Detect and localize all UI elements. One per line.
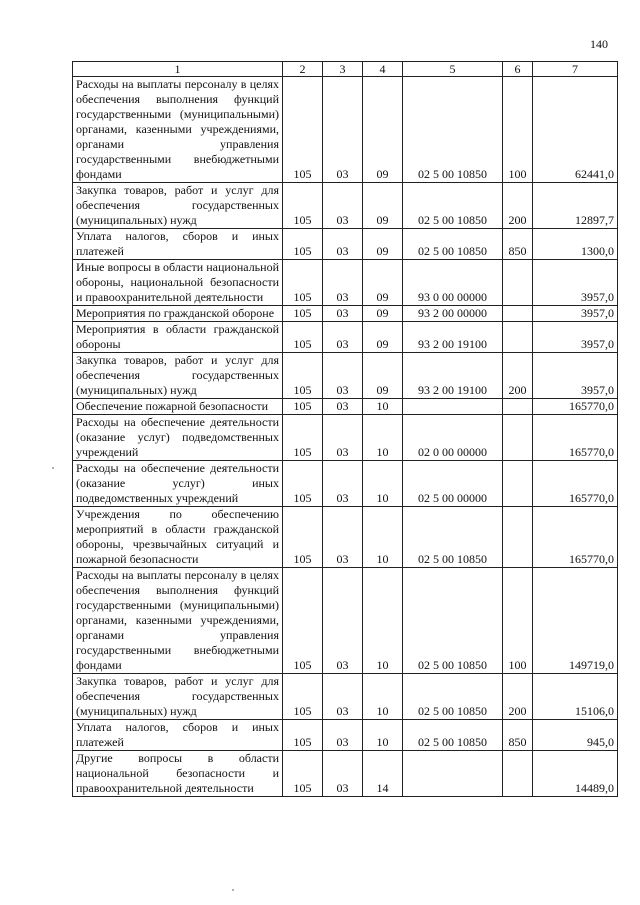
header-cell: 3	[323, 62, 363, 77]
target-article-cell: 93 2 00 00000	[403, 306, 503, 322]
expense-type-cell	[503, 322, 533, 353]
table-row	[73, 306, 618, 322]
header-cell: 4	[363, 62, 403, 77]
expense-type-cell: 200	[503, 674, 533, 720]
table-row	[73, 507, 618, 568]
row-name-cell: Закупка товаров, работ и услуг для обеспечения государственных (муниципальных) нужд	[73, 674, 283, 720]
amount-cell: 3957,0	[533, 353, 618, 399]
pr-cell: 03	[323, 322, 363, 353]
rz-cell: 105	[283, 461, 323, 507]
amount-cell: 3957,0	[533, 322, 618, 353]
sub-cell: 10	[363, 507, 403, 568]
amount-cell: 165770,0	[533, 415, 618, 461]
expense-type-cell: 850	[503, 229, 533, 260]
amount-cell: 165770,0	[533, 399, 618, 415]
rz-cell: 105	[283, 751, 323, 797]
sub-cell: 09	[363, 353, 403, 399]
sub-cell: 10	[363, 399, 403, 415]
table-header-row	[73, 62, 618, 77]
table-row	[73, 674, 618, 720]
target-article-cell: 02 5 00 10850	[403, 507, 503, 568]
sub-cell: 10	[363, 674, 403, 720]
row-name-cell: Иные вопросы в области национальной обороны, национальной безопасности и правоохранительной деятельности	[73, 260, 283, 306]
sub-cell: 10	[363, 720, 403, 751]
target-article-cell: 02 5 00 10850	[403, 568, 503, 674]
scan-speck	[232, 889, 234, 891]
expense-type-cell: 200	[503, 183, 533, 229]
table-row	[73, 77, 618, 183]
amount-cell: 165770,0	[533, 461, 618, 507]
rz-cell: 105	[283, 353, 323, 399]
target-article-cell: 93 0 00 00000	[403, 260, 503, 306]
pr-cell: 03	[323, 674, 363, 720]
amount-cell: 3957,0	[533, 260, 618, 306]
rz-cell: 105	[283, 415, 323, 461]
rz-cell: 105	[283, 229, 323, 260]
rz-cell: 105	[283, 306, 323, 322]
header-cell: 5	[403, 62, 503, 77]
rz-cell: 105	[283, 674, 323, 720]
table-row	[73, 568, 618, 674]
row-name-cell: Расходы на обеспечение деятельности (оказание услуг) иных подведомственных учреждений	[73, 461, 283, 507]
sub-cell: 09	[363, 322, 403, 353]
table-row	[73, 461, 618, 507]
row-name-cell: Уплата налогов, сборов и иных платежей	[73, 720, 283, 751]
row-name-cell: Закупка товаров, работ и услуг для обеспечения государственных (муниципальных) нужд	[73, 183, 283, 229]
budget-table	[72, 61, 618, 797]
pr-cell: 03	[323, 415, 363, 461]
sub-cell: 10	[363, 568, 403, 674]
pr-cell: 03	[323, 77, 363, 183]
rz-cell: 105	[283, 399, 323, 415]
pr-cell: 03	[323, 568, 363, 674]
row-name-cell: Мероприятия в области гражданской обороны	[73, 322, 283, 353]
amount-cell: 1300,0	[533, 229, 618, 260]
target-article-cell	[403, 751, 503, 797]
amount-cell: 3957,0	[533, 306, 618, 322]
expense-type-cell	[503, 306, 533, 322]
sub-cell: 09	[363, 260, 403, 306]
row-name-cell: Мероприятия по гражданской обороне	[73, 306, 283, 322]
page-number: 140	[590, 37, 608, 51]
expense-type-cell	[503, 507, 533, 568]
table-row	[73, 229, 618, 260]
sub-cell: 14	[363, 751, 403, 797]
table-row	[73, 353, 618, 399]
target-article-cell: 02 0 00 00000	[403, 415, 503, 461]
rz-cell: 105	[283, 507, 323, 568]
row-name-cell: Обеспечение пожарной безопасности	[73, 399, 283, 415]
scan-speck	[52, 467, 54, 469]
sub-cell: 09	[363, 77, 403, 183]
target-article-cell: 02 5 00 10850	[403, 229, 503, 260]
expense-type-cell	[503, 399, 533, 415]
target-article-cell	[403, 399, 503, 415]
target-article-cell: 93 2 00 19100	[403, 322, 503, 353]
pr-cell: 03	[323, 306, 363, 322]
row-name-cell: Уплата налогов, сборов и иных платежей	[73, 229, 283, 260]
rz-cell: 105	[283, 568, 323, 674]
amount-cell: 62441,0	[533, 77, 618, 183]
rz-cell: 105	[283, 183, 323, 229]
header-cell: 1	[73, 62, 283, 77]
expense-type-cell	[503, 461, 533, 507]
pr-cell: 03	[323, 260, 363, 306]
row-name-cell: Закупка товаров, работ и услуг для обеспечения государственных (муниципальных) нужд	[73, 353, 283, 399]
pr-cell: 03	[323, 353, 363, 399]
amount-cell: 12897,7	[533, 183, 618, 229]
table-row	[73, 751, 618, 797]
target-article-cell: 02 5 00 10850	[403, 183, 503, 229]
table-row	[73, 260, 618, 306]
sub-cell: 10	[363, 461, 403, 507]
table-row	[73, 415, 618, 461]
header-cell: 6	[503, 62, 533, 77]
sub-cell: 09	[363, 183, 403, 229]
table-row	[73, 183, 618, 229]
expense-type-cell	[503, 751, 533, 797]
target-article-cell: 02 5 00 00000	[403, 461, 503, 507]
rz-cell: 105	[283, 720, 323, 751]
pr-cell: 03	[323, 399, 363, 415]
pr-cell: 03	[323, 183, 363, 229]
target-article-cell: 02 5 00 10850	[403, 674, 503, 720]
row-name-cell: Учреждения по обеспечению мероприятий в области гражданской обороны, чрезвычайных ситуаций и пожарной безопасности	[73, 507, 283, 568]
sub-cell: 09	[363, 306, 403, 322]
target-article-cell: 02 5 00 10850	[403, 77, 503, 183]
table-row	[73, 399, 618, 415]
pr-cell: 03	[323, 507, 363, 568]
row-name-cell: Расходы на выплаты персоналу в целях обеспечения выполнения функций государственными (муниципальными) органами, казенными учреждениями, органами управления государственными внебюджетными фондами	[73, 77, 283, 183]
row-name-cell: Другие вопросы в области национальной безопасности и правоохранительной деятельности	[73, 751, 283, 797]
amount-cell: 165770,0	[533, 507, 618, 568]
target-article-cell: 02 5 00 10850	[403, 720, 503, 751]
rz-cell: 105	[283, 77, 323, 183]
row-name-cell: Расходы на обеспечение деятельности (оказание услуг) подведомственных учреждений	[73, 415, 283, 461]
pr-cell: 03	[323, 751, 363, 797]
amount-cell: 15106,0	[533, 674, 618, 720]
rz-cell: 105	[283, 260, 323, 306]
expense-type-cell	[503, 415, 533, 461]
table-row	[73, 720, 618, 751]
amount-cell: 14489,0	[533, 751, 618, 797]
expense-type-cell	[503, 260, 533, 306]
rz-cell: 105	[283, 322, 323, 353]
expense-type-cell: 100	[503, 77, 533, 183]
expense-type-cell: 850	[503, 720, 533, 751]
header-cell: 2	[283, 62, 323, 77]
table-row	[73, 322, 618, 353]
row-name-cell: Расходы на выплаты персоналу в целях обеспечения выполнения функций государственными (муниципальными) органами, казенными учреждениями, органами управления государственными внебюджетными фондами	[73, 568, 283, 674]
header-cell: 7	[533, 62, 618, 77]
pr-cell: 03	[323, 461, 363, 507]
pr-cell: 03	[323, 720, 363, 751]
pr-cell: 03	[323, 229, 363, 260]
target-article-cell: 93 2 00 19100	[403, 353, 503, 399]
expense-type-cell: 100	[503, 568, 533, 674]
sub-cell: 10	[363, 415, 403, 461]
sub-cell: 09	[363, 229, 403, 260]
amount-cell: 149719,0	[533, 568, 618, 674]
expense-type-cell: 200	[503, 353, 533, 399]
amount-cell: 945,0	[533, 720, 618, 751]
